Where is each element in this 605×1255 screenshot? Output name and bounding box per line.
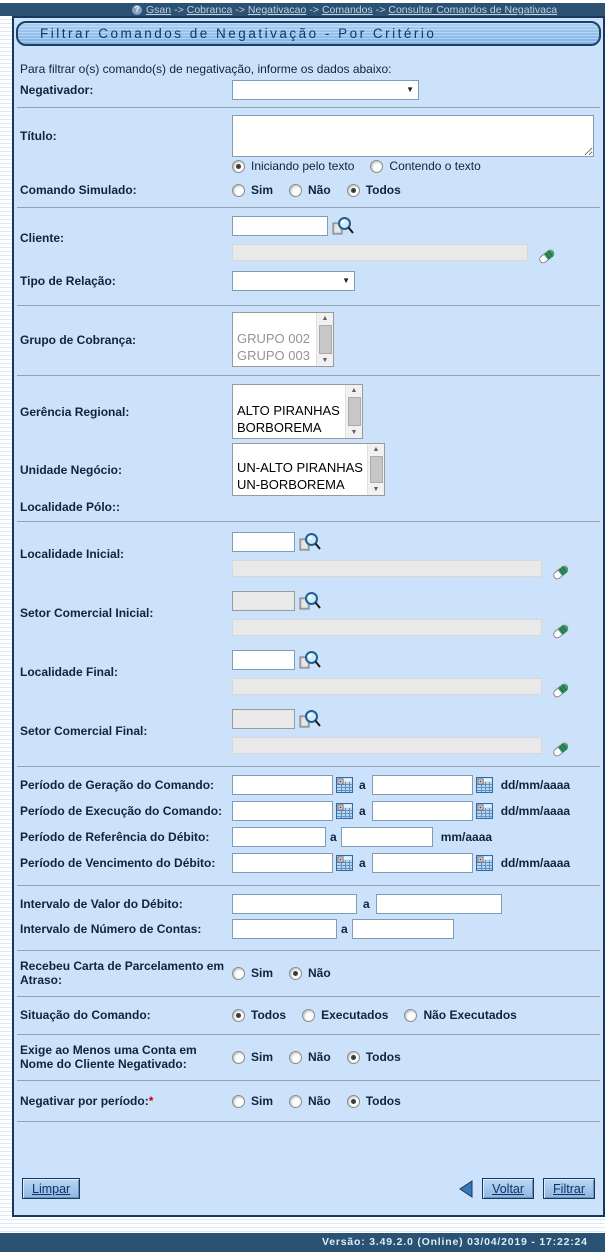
breadcrumb-link-comandos[interactable]: Comandos [321,3,373,16]
radio-recebeu-carta-sim[interactable]: Sim [232,966,273,980]
radio-exige-conta-todos[interactable]: Todos [347,1050,401,1064]
section-divider [17,521,600,522]
localidade-polo-row [14,498,603,516]
list-item[interactable]: GRUPO 002 [237,331,310,346]
eraser-icon[interactable] [549,676,571,697]
negativar-periodo-row [14,1089,603,1113]
range-connector: a [359,856,366,870]
radio-situacao-nao-executados[interactable]: Não Executados [404,1008,516,1022]
radio-negativar-todos[interactable]: Todos [347,1094,401,1108]
limpar-button[interactable]: Limpar [22,1178,80,1199]
date-format-hint: dd/mm/aaaa [500,778,571,792]
breadcrumb [0,3,605,16]
range-connector: a [363,896,370,911]
section-divider [17,207,600,208]
unidade-negocio-label: Unidade Negócio: [20,462,123,477]
tipo-relacao-row [14,269,603,293]
radio-iniciando-pelo-texto[interactable]: Iniciando pelo texto [232,159,354,173]
breadcrumb-link-gsan[interactable]: Gsan [146,3,172,16]
setor-inicial-nome-field [232,619,542,636]
periodo-geracao-label: Período de Geração do Comando: [20,778,215,792]
intervalo-contas-row [14,916,603,941]
search-icon[interactable] [299,532,321,553]
calendar-icon[interactable] [476,777,493,793]
negativar-periodo-label: Negativar por período:* [20,1094,154,1108]
cliente-label: Cliente: [20,231,65,245]
radio-negativar-nao[interactable]: Não [289,1094,331,1108]
localidade-inicial-codigo-input[interactable] [232,532,295,552]
referencia-inicial-input[interactable] [232,827,326,847]
periodo-geracao-row [14,772,603,798]
localidade-final-block [14,647,603,697]
date-format-hint: dd/mm/aaaa [500,804,571,818]
radio-button[interactable] [289,184,302,197]
section-divider [17,1080,600,1081]
gerencia-regional-label: Gerência Regional: [20,404,130,419]
list-item[interactable]: UN-ALTO PIRANHAS [237,460,363,475]
comando-simulado-label: Comando Simulado: [20,183,137,197]
section-divider [17,885,600,886]
execucao-data-final-input[interactable] [372,801,473,821]
periodo-execucao-row [14,798,603,824]
vencimento-data-inicial-input[interactable] [232,853,333,873]
geracao-data-inicial-input[interactable] [232,775,333,795]
scrollbar-thumb[interactable] [319,325,332,354]
grupo-cobranca-listbox[interactable] [232,312,334,367]
eraser-icon[interactable] [535,242,557,263]
radio-comando-simulado-nao[interactable]: Não [289,183,331,197]
negativador-row [14,78,603,102]
section-divider [17,375,600,376]
periodo-execucao-label: Período de Execução do Comando: [20,804,223,818]
breadcrumb-link-consultar[interactable]: Consultar Comandos de Negativaca [388,3,558,16]
filtrar-button[interactable]: Filtrar [543,1178,595,1199]
back-arrow-icon[interactable] [459,1180,473,1198]
eraser-icon[interactable] [549,735,571,756]
calendar-icon[interactable] [476,803,493,819]
exige-conta-row [14,1041,603,1073]
date-format-hint: dd/mm/aaaa [500,856,571,870]
radio-button[interactable] [347,184,360,197]
section-divider [17,305,600,306]
search-icon[interactable] [299,709,321,730]
search-icon[interactable] [299,591,321,612]
range-connector: a [359,778,366,792]
radio-button[interactable] [232,967,245,980]
titulo-label: Título: [20,129,57,143]
periodo-referencia-row [14,824,603,850]
tipo-relacao-label: Tipo de Relação: [20,274,116,288]
radio-button[interactable] [232,184,245,197]
section-divider [17,1121,600,1122]
cliente-block [14,213,603,263]
contas-final-input[interactable] [352,919,454,939]
help-icon[interactable]: ? [132,5,142,15]
scroll-down-icon[interactable]: ▼ [321,357,329,364]
scroll-down-icon[interactable]: ▼ [350,429,358,436]
list-item[interactable]: GRUPO 003 [237,348,310,363]
situacao-comando-label: Situação do Comando: [20,1008,151,1022]
periodo-vencimento-row [14,850,603,876]
scroll-up-icon[interactable]: ▲ [350,387,358,394]
titulo-textarea[interactable] [232,115,594,157]
voltar-button[interactable]: Voltar [482,1178,534,1199]
page-title-bar [16,21,601,46]
breadcrumb-link-negativacao[interactable]: Negativacao [247,3,307,16]
negativador-select[interactable] [232,80,419,100]
calendar-icon[interactable] [336,777,353,793]
range-connector: a [359,804,366,818]
comando-simulado-row [14,178,603,202]
valor-inicial-input[interactable] [232,894,357,914]
required-asterisk: * [148,1094,154,1108]
setor-comercial-final-block [14,706,603,756]
list-item[interactable]: BORBOREMA [237,420,322,435]
contas-inicial-input[interactable] [232,919,337,939]
scroll-up-icon[interactable]: ▲ [321,315,329,322]
month-format-hint: mm/aaaa [440,830,493,844]
radio-situacao-todos[interactable]: Todos [232,1008,286,1022]
scrollbar-thumb[interactable] [370,456,383,483]
localidade-polo-label: Localidade Pólo:: [20,500,121,514]
radio-button[interactable] [289,1095,302,1108]
radio-comando-simulado-sim[interactable]: Sim [232,183,273,197]
filter-form [12,16,605,1217]
geracao-data-final-input[interactable] [372,775,473,795]
radio-recebeu-carta-nao[interactable]: Não [289,966,331,980]
radio-negativar-sim[interactable]: Sim [232,1094,273,1108]
section-divider [17,1034,600,1035]
titulo-modo-row [14,157,603,175]
setor-comercial-inicial-label: Setor Comercial Inicial: [20,606,154,620]
radio-button[interactable] [232,1051,245,1064]
eraser-icon[interactable] [549,558,571,579]
section-divider [17,766,600,767]
unidade-negocio-listbox[interactable] [232,443,385,496]
scrollbar[interactable] [367,444,384,495]
valor-final-input[interactable] [376,894,502,914]
localidade-final-codigo-input[interactable] [232,650,295,670]
execucao-data-inicial-input[interactable] [232,801,333,821]
recebeu-carta-row [14,957,603,989]
version-text: Versão: 3.49.2.0 (Online) 03/04/2019 - 17:22:24 [322,1236,588,1248]
breadcrumb-separator: -> [174,3,184,16]
intervalo-contas-label: Intervalo de Número de Contas: [20,921,202,936]
range-connector: a [341,921,348,936]
unidade-negocio-row [14,443,603,496]
negativador-label: Negativador: [20,83,94,97]
scroll-up-icon[interactable]: ▲ [372,446,380,453]
setor-final-nome-field [232,737,542,754]
radio-situacao-executados[interactable]: Executados [302,1008,388,1022]
radio-button[interactable] [289,967,302,980]
periodo-referencia-label: Período de Referência do Débito: [20,830,210,844]
scrollbar-thumb[interactable] [348,397,361,426]
radio-button[interactable] [289,1051,302,1064]
localidade-inicial-nome-field [232,560,542,577]
radio-button[interactable] [404,1009,417,1022]
radio-exige-conta-sim[interactable]: Sim [232,1050,273,1064]
gerencia-regional-listbox[interactable] [232,384,363,439]
radio-comando-simulado-todos[interactable]: Todos [347,183,401,197]
eraser-icon[interactable] [549,617,571,638]
setor-comercial-inicial-block [14,588,603,638]
tipo-relacao-select[interactable] [232,271,355,291]
recebeu-carta-label: Recebeu Carta de Parcelamento em Atraso: [20,959,225,987]
version-bar [0,1233,605,1252]
list-item[interactable]: ALTO PIRANHAS [237,403,340,418]
gerencia-regional-row [14,384,603,439]
localidade-inicial-label: Localidade Inicial: [20,547,125,561]
breadcrumb-link-cobranca[interactable]: Cobranca [186,3,233,16]
section-divider [17,107,600,108]
intervalo-valor-label: Intervalo de Valor do Débito: [20,896,183,911]
breadcrumb-separator: -> [235,3,245,16]
button-bar [22,1178,595,1199]
cliente-nome-field [232,244,528,261]
radio-button[interactable] [232,1009,245,1022]
scroll-down-icon[interactable]: ▼ [372,486,380,493]
localidade-inicial-block [14,529,603,579]
breadcrumb-separator: -> [375,3,386,16]
breadcrumb-separator: -> [309,3,319,16]
cliente-codigo-input[interactable] [232,216,328,236]
radio-button[interactable] [232,1095,245,1108]
section-divider [17,950,600,951]
grupo-cobranca-row [14,312,603,367]
radio-contendo-o-texto[interactable]: Contendo o texto [370,159,480,173]
list-item[interactable]: UN-BORBOREMA [237,477,345,492]
radio-button[interactable] [347,1051,360,1064]
setor-final-codigo-input [232,709,295,729]
grupo-cobranca-label: Grupo de Cobrança: [20,332,137,347]
titulo-row [14,115,603,157]
calendar-icon[interactable] [336,803,353,819]
localidade-final-nome-field [232,678,542,695]
radio-button[interactable] [370,160,383,173]
search-icon[interactable] [299,650,321,671]
scrollbar[interactable] [316,313,333,366]
page-title: Filtrar Comandos de Negativação - Por Critério [40,26,437,41]
chevron-down-icon: ▼ [406,85,414,94]
setor-comercial-final-label: Setor Comercial Final: [20,724,148,738]
chevron-down-icon: ▼ [342,276,350,285]
range-connector: a [330,830,337,844]
vencimento-data-final-input[interactable] [372,853,473,873]
radio-exige-conta-nao[interactable]: Não [289,1050,331,1064]
referencia-final-input[interactable] [341,827,433,847]
calendar-icon[interactable] [336,855,353,871]
exige-conta-label: Exige ao Menos uma Conta em Nome do Cliente Negativado: [20,1043,197,1071]
intro-text: Para filtrar o(s) comando(s) de negativação, informe os dados abaixo: [20,62,392,76]
radio-button[interactable] [347,1095,360,1108]
intervalo-valor-row [14,891,603,916]
situacao-comando-row [14,1003,603,1027]
periodo-vencimento-label: Período de Vencimento do Débito: [20,856,216,870]
search-icon[interactable] [332,216,354,237]
setor-inicial-codigo-input [232,591,295,611]
localidade-final-label: Localidade Final: [20,665,119,679]
calendar-icon[interactable] [476,855,493,871]
radio-button[interactable] [232,160,245,173]
scrollbar[interactable] [345,385,362,438]
section-divider [17,996,600,997]
radio-button[interactable] [302,1009,315,1022]
